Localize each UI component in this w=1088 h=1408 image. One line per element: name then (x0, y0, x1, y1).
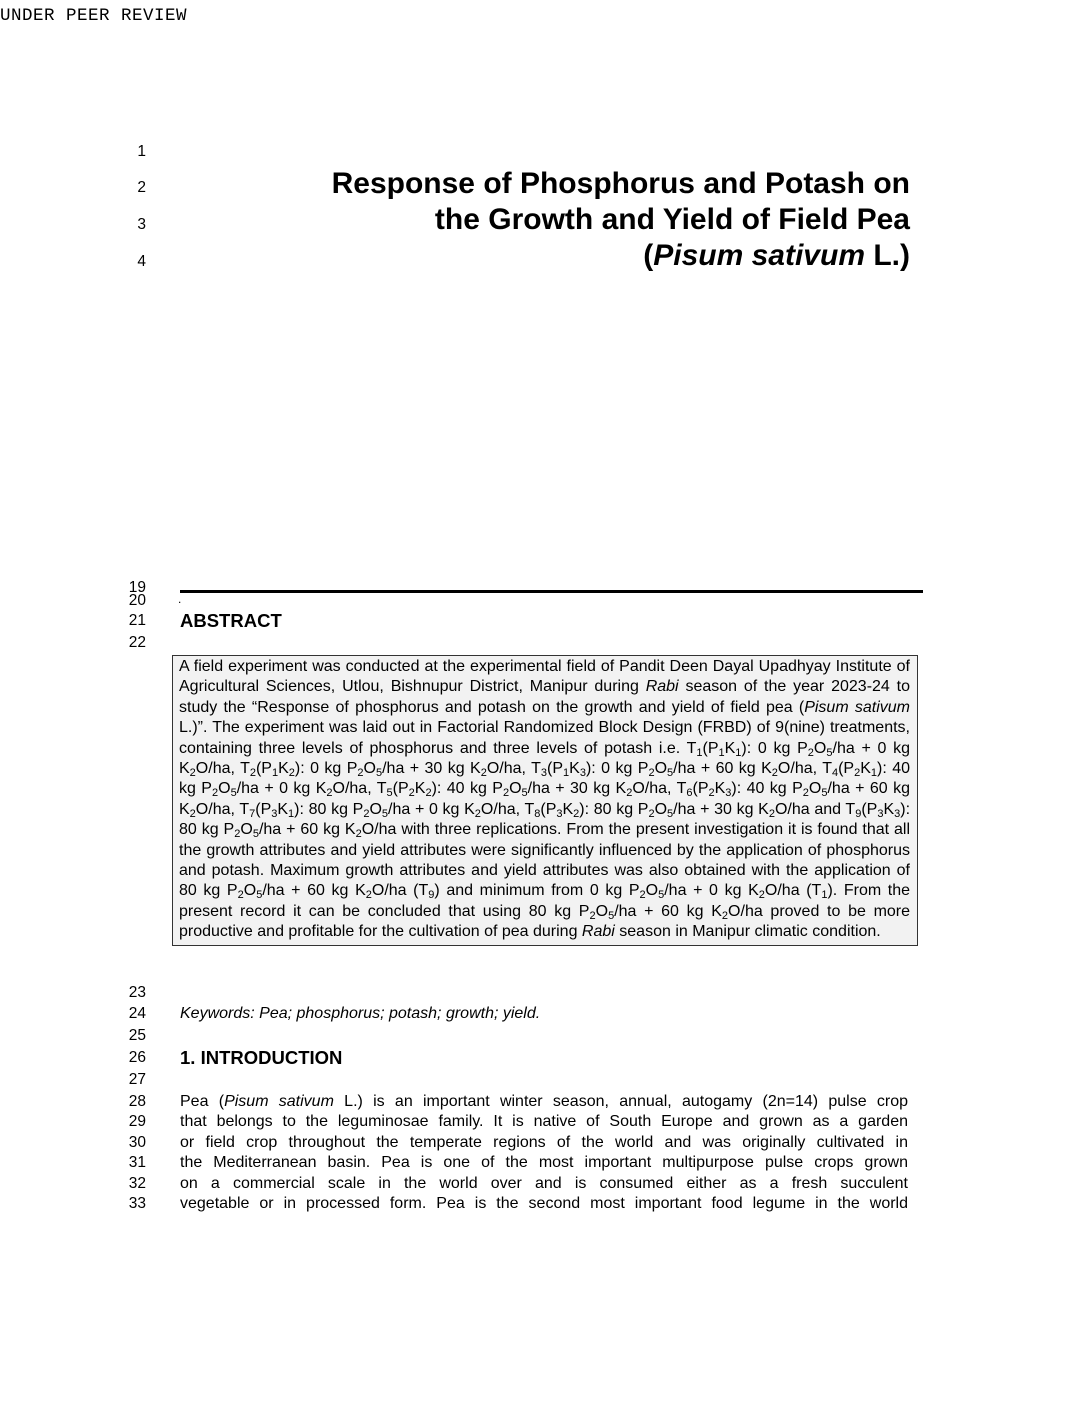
abstract-text: ) (294, 800, 300, 818)
abstract-text: O/ha, (480, 800, 525, 818)
keywords: Keywords: Pea; phosphorus; potash; growth; yield. (180, 1005, 541, 1022)
abstract-text: O (645, 882, 659, 900)
subscript: 2 (502, 787, 510, 800)
subscript: 2 (626, 787, 633, 800)
subscript: 6 (686, 787, 693, 800)
line-number: 20 (128, 592, 146, 609)
subscript: 5 (521, 787, 528, 800)
intro-line: or field crop throughout the temperate regions of the world and was originally cultivated in (180, 1133, 908, 1151)
subscript: 2 (363, 807, 370, 820)
subscript: 5 (608, 909, 615, 922)
abstract-text: O (595, 902, 609, 920)
abstract-text: /ha + 0 kg K (664, 882, 759, 900)
abstract-text: O (218, 780, 231, 798)
treatment-label: T (676, 780, 687, 798)
abstract-text: O (243, 882, 257, 900)
abstract-text: /ha + 0 kg K (236, 780, 327, 798)
subscript: 5 (667, 807, 674, 820)
line-number: 22 (128, 634, 146, 651)
abstract-text: O/ha and (774, 800, 846, 818)
treatment-label: T (240, 760, 250, 778)
title-paren: ( (643, 239, 654, 272)
subscript: 3 (556, 807, 563, 820)
subscript: 2 (234, 828, 241, 841)
subscript: 2 (425, 787, 432, 800)
subscript: 2 (639, 889, 646, 902)
abstract-text: O/ha, (632, 780, 677, 798)
subscript: 3 (579, 767, 586, 780)
title-line-1: Response of Phosphorus and Potash on (331, 167, 910, 200)
subscript: 1 (288, 807, 295, 820)
abstract-text: (P (255, 760, 272, 778)
subscript: 5 (386, 787, 393, 800)
intro-species: Pisum sativum (224, 1093, 334, 1110)
abstract-text: (P (692, 780, 709, 798)
abstract-text: O (369, 800, 382, 818)
subscript: 3 (540, 767, 548, 780)
abstract-text: K (278, 760, 289, 778)
abstract-text: /ha + 60 kg K (614, 902, 722, 920)
subscript: 5 (826, 746, 833, 759)
subscript: 4 (831, 767, 839, 780)
line-number: 19 (128, 579, 146, 596)
abstract-text: ) (731, 780, 737, 798)
subscript: 3 (894, 807, 901, 820)
abstract-text: O/ha, (195, 760, 241, 778)
subscript: 2 (807, 746, 814, 759)
abstract-text: O/ha (T (371, 882, 429, 900)
intro-line: on a commercial scale in the world over and is consumed either as a fresh succulent (180, 1174, 908, 1192)
line-number: 26 (128, 1049, 146, 1066)
abstract-text: season of the year 2023-24 to study the “Response of phosphorus and potash on the growth and yield of field pea ( (179, 678, 910, 716)
subscript: 2 (802, 787, 809, 800)
abstract-text: K (414, 780, 426, 798)
subscript: 2 (326, 787, 333, 800)
abstract-text: : 80 kg P (179, 800, 911, 839)
abstract-text: : 40 kg P (179, 760, 911, 798)
subscript: 5 (658, 889, 665, 902)
line-number: 30 (128, 1134, 146, 1151)
subscript: 1 (735, 746, 742, 759)
line-number: 4 (137, 253, 146, 270)
subscript: 2 (758, 889, 765, 902)
abstract-text: /ha + 60 kg K (262, 882, 366, 900)
subscript: 2 (573, 807, 580, 820)
abstract-text: O/ha, (486, 760, 532, 778)
abstract-text: ). From the present record it can be concluded that using 80 kg P (179, 882, 911, 920)
abstract-rabi: Rabi (581, 923, 615, 941)
abstract-text: /ha + 60 kg K (673, 760, 772, 778)
subscript: 2 (189, 807, 196, 820)
subscript: 1 (870, 767, 878, 780)
abstract-text: (P (255, 800, 272, 818)
abstract-text: : 0 kg P (300, 760, 358, 778)
subscript: 2 (355, 828, 362, 841)
line-number: 23 (128, 984, 146, 1001)
intro-text: L.) is an important winter season, annual, autogamy (2n=14) pulse crop (333, 1093, 908, 1110)
subscript: 1 (696, 746, 703, 759)
subscript: 3 (725, 787, 732, 800)
abstract-box (172, 655, 918, 946)
line-number: 3 (137, 216, 146, 233)
intro-line: vegetable or in processed form. Pea is the second most important food legume in the world (180, 1194, 908, 1212)
subscript: 7 (249, 807, 256, 820)
subscript: 5 (230, 787, 237, 800)
abstract-text: A field experiment was conducted at the experimental field of Pandit Deen Dayal Upadhyay Institute of Agricultural Sciences, Utlou, Bishnupur District, Manipur during (179, 658, 910, 696)
line-number: 21 (128, 612, 146, 629)
line-number: 29 (128, 1113, 146, 1130)
intro-text: Pea ( (180, 1093, 225, 1110)
treatment-label: T (239, 800, 250, 818)
section-divider (180, 590, 923, 593)
subscript: 5 (252, 828, 259, 841)
subscript: 3 (271, 807, 278, 820)
abstract-text: /ha + 30 kg K (673, 800, 769, 818)
abstract-text: : 0 kg P (746, 739, 808, 757)
treatment-label: T (524, 800, 535, 818)
line-number: 27 (128, 1071, 146, 1088)
abstract-text: (P (838, 760, 855, 778)
subscript: 1 (821, 889, 828, 902)
subscript: 2 (474, 807, 481, 820)
abstract-text: K (883, 800, 895, 818)
subscript: 2 (357, 767, 364, 780)
abstract-text: (P (861, 800, 878, 818)
abstract-text: O/ha, (195, 800, 240, 818)
subscript: 5 (381, 807, 389, 820)
introduction-body (180, 1092, 908, 1214)
abstract-text: O (363, 760, 376, 778)
line-number: 1 (137, 143, 146, 160)
treatment-label: T (686, 739, 697, 757)
subscript: 2 (249, 767, 256, 780)
abstract-text: /ha + 0 kg K (388, 800, 475, 818)
treatment-label: T (822, 760, 832, 778)
abstract-text: : 40 kg P (436, 780, 503, 798)
abstract-text: /ha + 60 kg K (258, 821, 356, 839)
abstract-text: /ha + 60 kg K (179, 780, 910, 818)
treatment-label: T (531, 760, 541, 778)
intro-line: the Mediterranean basin. Pea is one of the most important multipurpose pulse crops grown (180, 1154, 908, 1172)
subscript: 2 (648, 807, 655, 820)
subscript: 5 (667, 767, 674, 780)
abstract-text: O/ha, (332, 780, 377, 798)
abstract-text: ) (585, 760, 592, 778)
intro-line (180, 1092, 908, 1112)
subscript: 2 (771, 767, 778, 780)
subscript: 2 (480, 767, 487, 780)
subscript: 1 (271, 767, 279, 780)
treatment-label: T (845, 800, 856, 818)
abstract-text: ) (900, 800, 906, 818)
abstract-text: O (813, 739, 827, 757)
subscript: 2 (768, 807, 775, 820)
abstract-text: K (724, 739, 736, 757)
abstract-text: O (808, 780, 822, 798)
line-number: 28 (128, 1093, 146, 1110)
abstract-text: O (654, 760, 668, 778)
abstract-text: (P (547, 760, 564, 778)
abstract-text: with three replications. From the present investigation it is found that all the growth attributes and yield attributes were significantly influenced by the application of phosphorus and potash. Maximum growth attributes and yield attributes was also obtained with the application of 80 kg P (179, 821, 911, 900)
abstract-text: ) (877, 760, 883, 778)
subscript: 2 (237, 889, 244, 902)
abstract-species: Pisum sativum (804, 698, 910, 716)
line-number: 24 (128, 1005, 146, 1022)
subscript: 1 (563, 767, 570, 780)
subscript: 2 (365, 889, 372, 902)
abstract-text: K (569, 760, 580, 778)
subscript: 2 (721, 909, 729, 922)
abstract-rabi: Rabi (645, 678, 679, 696)
line-number: 2 (137, 179, 146, 196)
abstract-text: : 80 kg P (584, 800, 649, 818)
line-number: 25 (128, 1027, 146, 1044)
title-line-3 (210, 238, 910, 274)
abstract-text: K (277, 800, 289, 818)
subscript: 2 (288, 767, 295, 780)
abstract-text: O/ha (T (764, 882, 822, 900)
abstract-text: ) (431, 780, 437, 798)
subscript: 8 (534, 807, 541, 820)
treatment-label: T (376, 780, 387, 798)
abstract-text: K (860, 760, 871, 778)
subscript: 2 (648, 767, 655, 780)
subscript: 2 (854, 767, 861, 780)
line-number: 33 (128, 1195, 146, 1212)
abstract-text: : 40 kg P (736, 780, 803, 798)
introduction-heading: 1. INTRODUCTION (180, 1047, 343, 1068)
title-line-2: the Growth and Yield of Field Pea (434, 203, 910, 236)
subscript: 2 (708, 787, 715, 800)
abstract-text: season in Manipur climatic condition. (614, 923, 881, 941)
abstract-text: : 80 kg P (299, 800, 364, 818)
abstract-text: (P (392, 780, 409, 798)
title-suffix: L.) (865, 239, 910, 272)
subscript: 2 (189, 767, 196, 780)
abstract-text: (P (702, 739, 719, 757)
abstract-text: O/ha (361, 821, 397, 839)
line-number: 32 (128, 1175, 146, 1192)
subscript: 5 (375, 767, 383, 780)
title-species: Pisum sativum (653, 239, 865, 272)
intro-line: that belongs to the leguminosae family. It is native of South Europe and grown as a garden (180, 1113, 908, 1131)
subscript: 2 (211, 787, 219, 800)
subscript: 2 (589, 909, 596, 922)
abstract-text: O (240, 821, 253, 839)
abstract-heading: ABSTRACT (180, 610, 282, 631)
subscript: 5 (256, 889, 263, 902)
subscript: 3 (877, 807, 884, 820)
abstract-text: ) (579, 800, 585, 818)
subscript: 9 (428, 889, 435, 902)
abstract-text: O (509, 780, 522, 798)
abstract-text: O/ha, (777, 760, 823, 778)
review-header: UNDER PEER REVIEW (0, 6, 188, 26)
abstract-text: (P (540, 800, 557, 818)
subscript: 2 (408, 787, 415, 800)
abstract-text: ) and minimum from 0 kg P (434, 882, 640, 900)
abstract-text: /ha + 30 kg K (382, 760, 481, 778)
abstract-text: /ha + 30 kg K (527, 780, 627, 798)
subscript: 9 (855, 807, 862, 820)
abstract-text: /ha + 0 kg K (179, 739, 911, 778)
abstract-text: ) (741, 739, 747, 757)
divider-mark: . (178, 592, 182, 606)
abstract-text: : 0 kg P (591, 760, 649, 778)
abstract-text: L.)”. The experiment was laid out in Factorial Randomized Block Design (FRBD) of 9(nine) treatments, containing three levels of phosphorus and three levels of potash i.e. (179, 719, 910, 757)
abstract-text: O/ha proved to be more productive and profitable for the cultivation of pea during (179, 902, 911, 941)
abstract-text: ) (294, 760, 301, 778)
subscript: 5 (821, 787, 828, 800)
subscript: 1 (718, 746, 725, 759)
abstract-text: O (654, 800, 668, 818)
paper-title (210, 166, 910, 274)
abstract-text: K (562, 800, 574, 818)
abstract-text: K (714, 780, 726, 798)
line-number: 31 (128, 1154, 146, 1171)
